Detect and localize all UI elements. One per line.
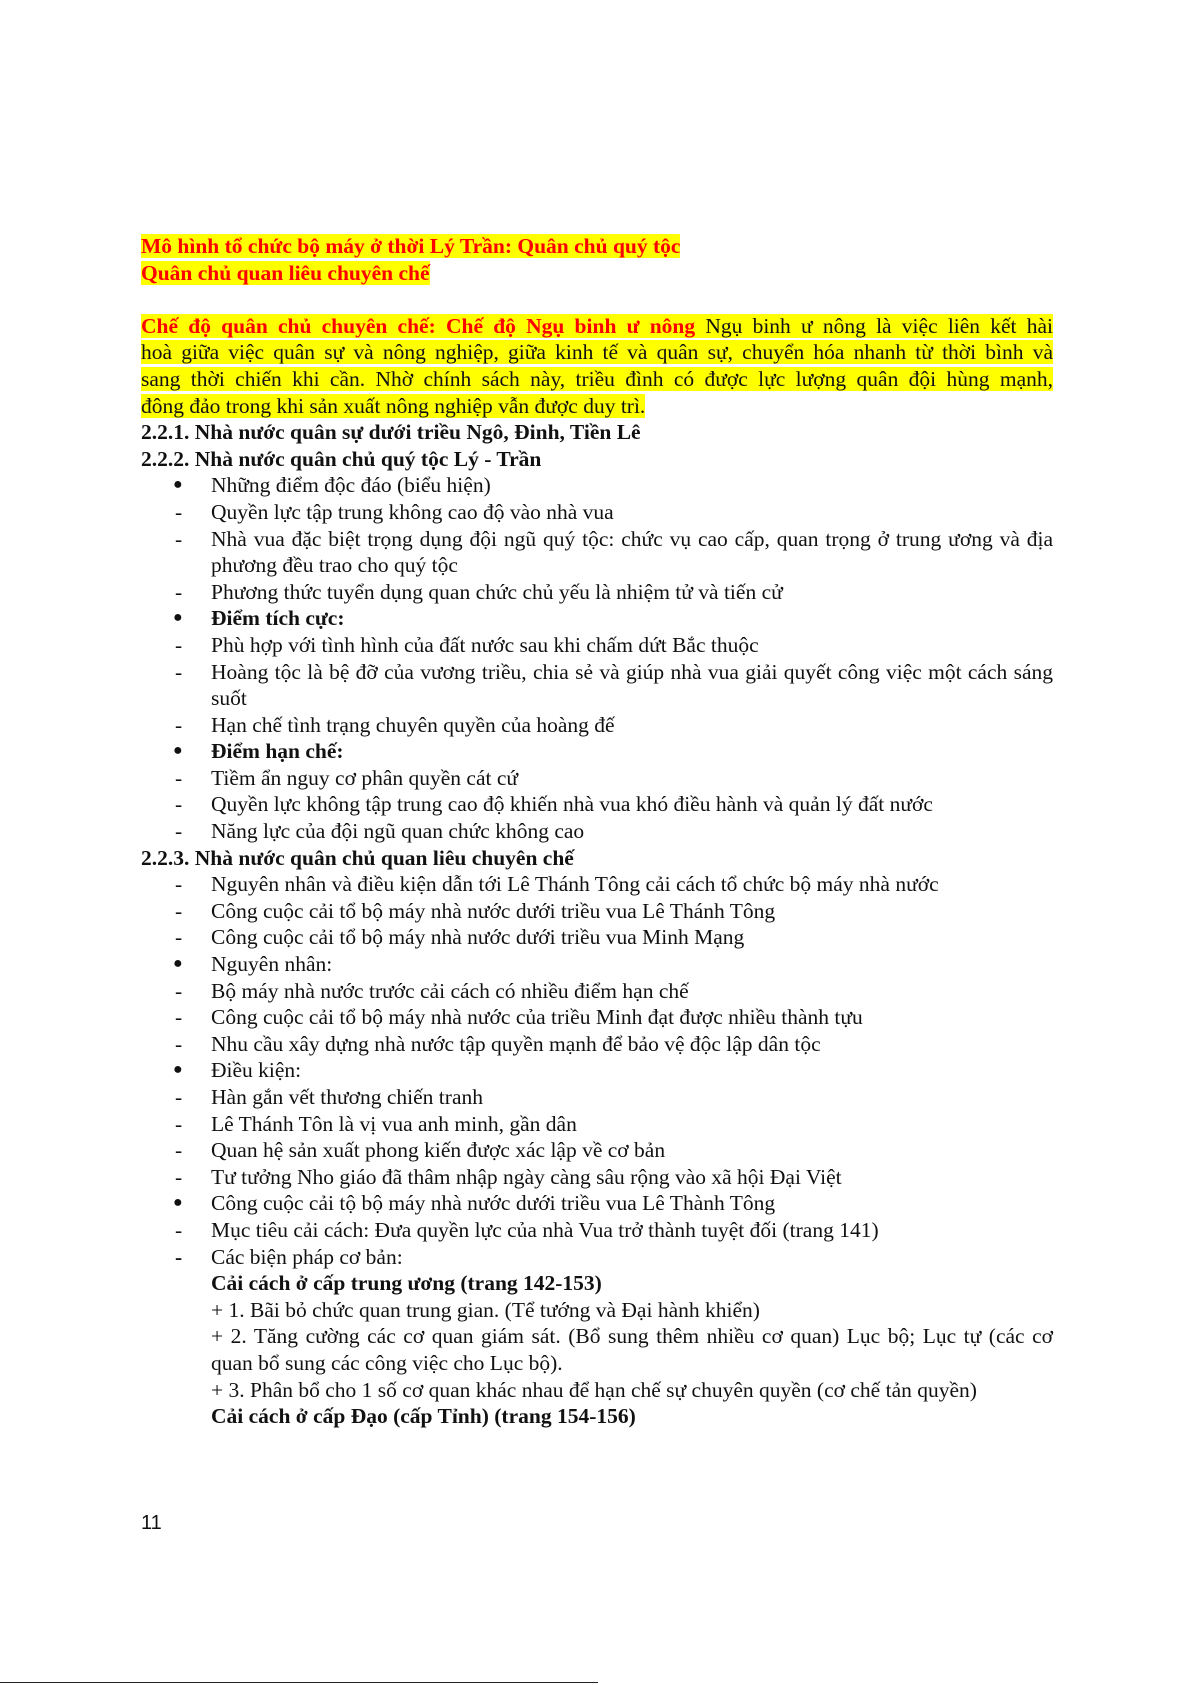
list-item: ● Điểm tích cực: <box>173 606 345 631</box>
dash-icon: - <box>175 1031 183 1056</box>
list-item: - Tiềm ẩn nguy cơ phân quyền cát cứ <box>175 765 519 790</box>
intro-text-4: đông đảo trong khi sản xuất nông nghiệp vẫn được duy trì. <box>141 393 646 418</box>
list-item: - Phương thức tuyển dụng quan chức chủ yếu là nhiệm tử và tiến cử <box>175 579 783 604</box>
intro-text-2: hoà giữa việc quân sự và nông nghiệp, giữa kinh tế và quân sự, chuyển hóa nhanh từ thời bình và <box>141 340 1053 365</box>
dash-icon: - <box>175 1005 183 1030</box>
dash-icon: - <box>175 712 183 737</box>
dash-icon: - <box>175 792 183 817</box>
page-number: 11 <box>141 1512 162 1534</box>
title-line-1: Mô hình tổ chức bộ máy ở thời Lý Trần: Quân chủ quý tộc <box>141 234 681 258</box>
section-2-2-2-heading: 2.2.2. Nhà nước quân chủ quý tộc Lý - Trần <box>141 446 542 471</box>
list-item: ● Điểm hạn chế: <box>173 739 344 764</box>
list-item: - Công cuộc cải tổ bộ máy nhà nước dưới triều vua Lê Thánh Tông <box>175 898 776 923</box>
list-item: - Hoàng tộc là bệ đỡ của vương triều, chia sẻ và giúp nhà vua giải quyết công việc một cách sáng suốt <box>175 659 1053 711</box>
list-item: - Quyền lực không tập trung cao độ khiến nhà vua khó điều hành và quản lý đất nước <box>175 792 933 817</box>
list-item: - Quan hệ sản xuất phong kiến được xác lập về cơ bản <box>175 1138 666 1163</box>
dash-icon: - <box>175 765 183 790</box>
list-item: - Nhu cầu xây dựng nhà nước tập quyền mạnh để bảo vệ độc lập dân tộc <box>175 1031 821 1056</box>
list-item: - Nhà vua đặc biệt trọng dụng đội ngũ quý tộc: chức vụ cao cấp, quan trọng ở trung ương và địa phương đều trao cho quý tộc <box>175 526 1053 578</box>
list-item: - Mục tiêu cải cách: Đưa quyền lực của nhà Vua trở thành tuyệt đối (trang 141) <box>175 1217 879 1242</box>
dash-icon: - <box>175 925 183 950</box>
list-item: - Phù hợp với tình hình của đất nước sau khi chấm dứt Bắc thuộc <box>175 632 759 657</box>
dash-icon: - <box>175 872 183 897</box>
bullet-icon: ● <box>173 1061 183 1079</box>
dash-icon: - <box>175 1217 183 1242</box>
dash-icon: - <box>175 659 183 684</box>
list-item: - Các biện pháp cơ bản: <box>175 1244 403 1269</box>
dash-icon: - <box>175 1244 183 1269</box>
dash-icon: - <box>175 579 183 604</box>
list-item: - Quyền lực tập trung không cao độ vào nhà vua <box>175 499 614 524</box>
central-reform-point-1: + 1. Bãi bỏ chức quan trung gian. (Tể tướng và Đại hành khiển) <box>211 1297 760 1322</box>
list-item: ● Những điểm độc đáo (biểu hiện) <box>173 473 491 498</box>
bullet-icon: ● <box>173 1194 183 1212</box>
section-2-2-3-heading: 2.2.3. Nhà nước quân chủ quan liêu chuyên chế <box>141 845 574 870</box>
section-2-2-1-heading: 2.2.1. Nhà nước quân sự dưới triều Ngô, Đinh, Tiền Lê <box>141 420 641 445</box>
dash-icon: - <box>175 526 183 551</box>
dash-icon: - <box>175 1164 183 1189</box>
intro-text-1: Ngụ binh ư nông là việc liên kết hài <box>695 313 1054 338</box>
list-item: - Năng lực của đội ngũ quan chức không cao <box>175 819 585 844</box>
intro-paragraph <box>141 313 1053 419</box>
intro-text-3: sang thời chiến khi cần. Nhờ chính sách này, triều đình có được lực lượng quân đội hùng mạnh, <box>141 366 1053 391</box>
list-item: ● Công cuộc cải tộ bộ máy nhà nước dưới triều vua Lê Thành Tông <box>173 1191 776 1216</box>
list-item: - Tư tưởng Nho giáo đã thâm nhập ngày càng sâu rộng vào xã hội Đại Việt <box>175 1164 842 1189</box>
bullet-icon: ● <box>173 609 183 627</box>
dash-icon: - <box>175 499 183 524</box>
document-body <box>141 233 1053 1430</box>
central-reform-heading: Cải cách ở cấp trung ương (trang 142-153) <box>211 1271 602 1296</box>
list-item: ● Nguyên nhân: <box>173 952 333 977</box>
blank-line <box>141 286 1053 313</box>
bullet-icon: ● <box>173 742 183 760</box>
list-item: - Hàn gắn vết thương chiến tranh <box>175 1085 483 1109</box>
dash-icon: - <box>175 1085 183 1109</box>
central-reform-point-2: + 2. Tăng cường các cơ quan giám sát. (Bổ sung thêm nhiều cơ quan) Lục bộ; Lục tự (các cơ quan bổ sung các công việc cho Lục bộ). <box>211 1324 1053 1375</box>
bullet-icon: ● <box>173 955 183 973</box>
intro-heading: Chế độ quân chủ chuyên chế: Chế độ Ngụ binh ư nông <box>141 313 696 338</box>
list-item: - Nguyên nhân và điều kiện dẫn tới Lê Thánh Tông cải cách tổ chức bộ máy nhà nước <box>175 872 939 897</box>
page-edge-rule <box>0 1682 598 1683</box>
dash-icon: - <box>175 819 183 844</box>
provincial-reform-heading: Cải cách ở cấp Đạo (cấp Tỉnh) (trang 154-156) <box>211 1404 636 1429</box>
list-item: - Bộ máy nhà nước trước cải cách có nhiều điểm hạn chế <box>175 978 689 1003</box>
dash-icon: - <box>175 632 183 657</box>
dash-icon: - <box>175 898 183 923</box>
list-item: - Hạn chế tình trạng chuyên quyền của hoàng đế <box>175 712 615 737</box>
dash-icon: - <box>175 1111 183 1136</box>
title-line-2: Quân chủ quan liêu chuyên chế <box>141 260 430 285</box>
central-reform-point-3: + 3. Phân bổ cho 1 số cơ quan khác nhau để hạn chế sự chuyên quyền (cơ chế tản quyền) <box>211 1377 977 1402</box>
dash-icon: - <box>175 978 183 1003</box>
list-item: - Lê Thánh Tôn là vị vua anh minh, gần dân <box>175 1111 577 1136</box>
dash-icon: - <box>175 1138 183 1163</box>
bullet-icon: ● <box>173 476 183 494</box>
list-item: ● Điều kiện: <box>173 1058 302 1083</box>
list-item: - Công cuộc cải tổ bộ máy nhà nước của triều Minh đạt được nhiều thành tựu <box>175 1005 863 1030</box>
list-item: - Công cuộc cải tổ bộ máy nhà nước dưới triều vua Minh Mạng <box>175 925 745 950</box>
